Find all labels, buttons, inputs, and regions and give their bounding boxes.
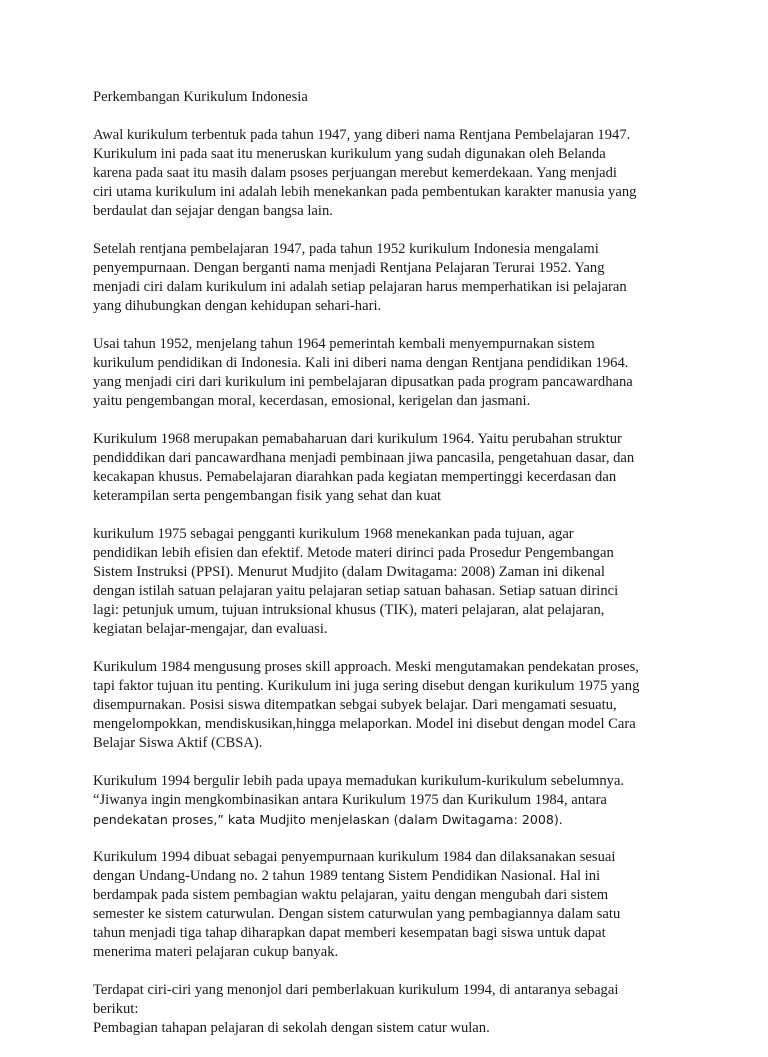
paragraph-line: disempurnakan. Posisi siswa ditempatkan sebgai subyek belajar. Dari mengamati sesuatu, (93, 697, 617, 713)
paragraph-line: berdampak pada sistem pembagian waktu pelajaran, yaitu dengan mengubah dari sistem (93, 887, 609, 903)
paragraph-line: Usai tahun 1952, menjelang tahun 1964 pemerintah kembali menyempurnakan sistem (93, 336, 595, 352)
document-body (93, 88, 693, 1057)
paragraph (93, 981, 693, 1038)
paragraph-line: Pembagian tahapan pelajaran di sekolah dengan sistem catur wulan. (93, 1020, 490, 1036)
paragraph-container (93, 126, 693, 1038)
paragraph-line: kurikulum 1975 sebagai pengganti kurikulum 1968 menekankan pada tujuan, agar (93, 526, 574, 542)
paragraph-line: pendekatan proses,” kata Mudjito menjelaskan (dalam Dwitagama: 2008). (93, 812, 563, 827)
paragraph-line: mengelompokkan, mendiskusikan,hingga melaporkan. Model ini disebut dengan model Cara (93, 716, 636, 732)
paragraph-line: ciri utama kurikulum ini adalah lebih menekankan pada pembentukan karakter manusia yang (93, 184, 637, 200)
paragraph-line: Belajar Siswa Aktif (CBSA). (93, 735, 263, 751)
paragraph (93, 658, 693, 753)
paragraph-line: karena pada saat itu masih dalam psoses perjuangan merebut kemerdekaan. Yang menjadi (93, 165, 617, 181)
paragraph-line: kurikulum pendidikan di Indonesia. Kali ini diberi nama dengan Rentjana pendidikan 1964. (93, 355, 629, 371)
paragraph-line: menerima materi pelajaran cukup banyak. (93, 944, 339, 960)
paragraph-line: penyempurnaan. Dengan berganti nama menjadi Rentjana Pelajaran Terurai 1952. Yang (93, 260, 605, 276)
paragraph-line: “Jiwanya ingin mengkombinasikan antara Kurikulum 1975 dan Kurikulum 1984, antara (93, 792, 607, 808)
paragraph (93, 525, 693, 639)
paragraph-line: yang dihubungkan dengan kehidupan sehari-hari. (93, 298, 382, 314)
paragraph-line: pendiddikan dari pancawardhana menjadi pembinaan jiwa pancasila, pengetahuan dasar, dan (93, 450, 635, 466)
paragraph (93, 126, 693, 221)
paragraph-line: tapi faktor tujuan itu penting. Kurikulum ini juga sering disebut dengan kurikulum 1975 yang (93, 678, 640, 694)
paragraph-line: Kurikulum 1968 merupakan pemabaharuan dari kurikulum 1964. Yaitu perubahan struktur (93, 431, 622, 447)
paragraph-line: berdaulat dan sejajar dengan bangsa lain. (93, 203, 333, 219)
paragraph-line: pendidikan lebih efisien dan efektif. Metode materi dirinci pada Prosedur Pengembangan (93, 545, 614, 561)
paragraph-line: lagi: petunjuk umum, tujuan intruksional khusus (TIK), materi pelajaran, alat pelajaran, (93, 602, 605, 618)
document-title: Perkembangan Kurikulum Indonesia (93, 89, 308, 105)
paragraph-line: dengan istilah satuan pelajaran yaitu pelajaran setiap satuan bahasan. Setiap satuan dirinci (93, 583, 619, 599)
paragraph-line: keterampilan serta pengembangan fisik yang sehat dan kuat (93, 488, 442, 504)
paragraph-line: Kurikulum ini pada saat itu meneruskan kurikulum yang sudah digunakan oleh Belanda (93, 146, 606, 162)
paragraph-line: tahun menjadi tiga tahap diharapkan dapat memberi kesempatan bagi siswa untuk dapat (93, 925, 606, 941)
paragraph (93, 335, 693, 411)
paragraph-line: Awal kurikulum terbentuk pada tahun 1947, yang diberi nama Rentjana Pembelajaran 1947. (93, 127, 631, 143)
paragraph-line: Kurikulum 1994 bergulir lebih pada upaya memadukan kurikulum-kurikulum sebelumnya. (93, 773, 625, 789)
paragraph-line: Kurikulum 1984 mengusung proses skill approach. Meski mengutamakan pendekatan proses, (93, 659, 639, 675)
paragraph-line: Kurikulum 1994 dibuat sebagai penyempurnaan kurikulum 1984 dan dilaksanakan sesuai (93, 849, 616, 865)
paragraph-line: kecakapan khusus. Pemabelajaran diarahkan pada kegiatan mempertinggi kecerdasan dan (93, 469, 617, 485)
paragraph-line: kegiatan belajar-mengajar, dan evaluasi. (93, 621, 328, 637)
paragraph-line: dengan Undang-Undang no. 2 tahun 1989 tentang Sistem Pendidikan Nasional. Hal ini (93, 868, 601, 884)
paragraph-line: yang menjadi ciri dari kurikulum ini pembelajaran dipusatkan pada program pancawardhana (93, 374, 633, 390)
paragraph-line: semester ke sistem caturwulan. Dengan sistem caturwulan yang pembagiannya dalam satu (93, 906, 621, 922)
paragraph (93, 772, 693, 829)
paragraph (93, 848, 693, 962)
paragraph-line: yaitu pengembangan moral, kecerdasan, emosional, kerigelan dan jasmani. (93, 393, 531, 409)
paragraph-line: Setelah rentjana pembelajaran 1947, pada tahun 1952 kurikulum Indonesia mengalami (93, 241, 599, 257)
paragraph-line: menjadi ciri dalam kurikulum ini adalah setiap pelajaran harus memperhatikan isi pelajaran (93, 279, 627, 295)
paragraph (93, 430, 693, 506)
paragraph-line: Sistem Instruksi (PPSI). Menurut Mudjito (dalam Dwitagama: 2008) Zaman ini dikenal (93, 564, 605, 580)
paragraph-line: Terdapat ciri-ciri yang menonjol dari pemberlakuan kurikulum 1994, di antaranya sebagai (93, 982, 619, 998)
paragraph-line: berikut: (93, 1001, 139, 1017)
paragraph (93, 240, 693, 316)
